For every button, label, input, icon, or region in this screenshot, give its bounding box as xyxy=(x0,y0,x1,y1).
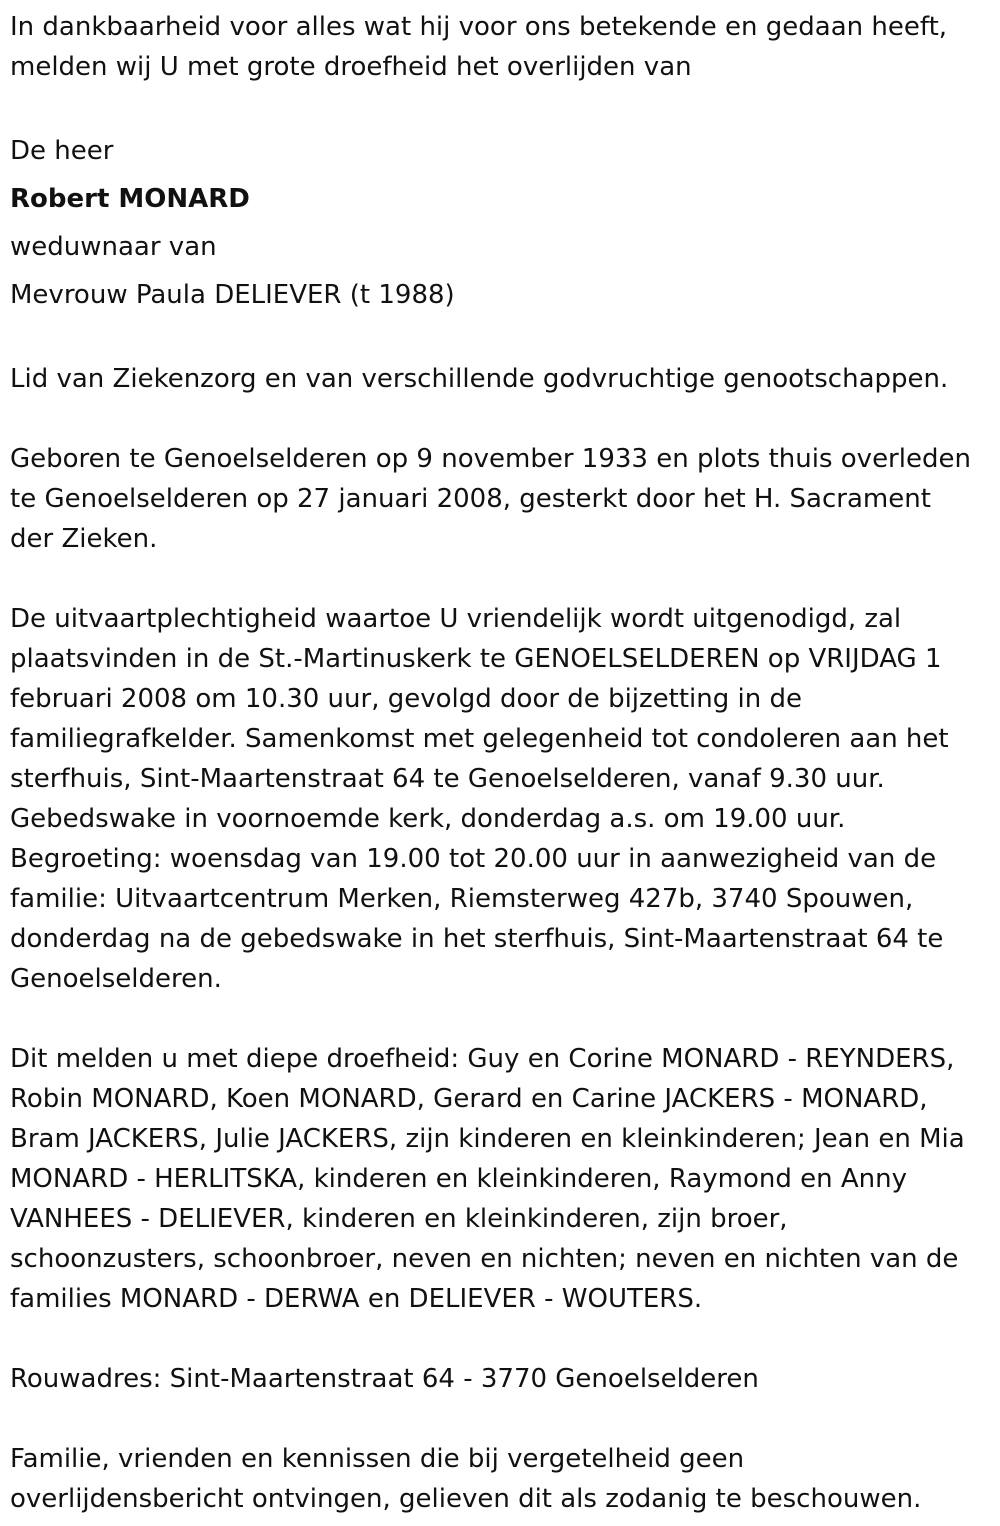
spouse-text: Mevrouw Paula DELIEVER (t 1988) xyxy=(10,280,455,310)
spacer xyxy=(10,1319,990,1359)
spacer xyxy=(10,399,990,439)
address-text: Rouwadres: Sint-Maartenstraat 64 - 3770 Genoelselderen xyxy=(10,1364,759,1394)
spacer xyxy=(10,999,990,1039)
spacer xyxy=(10,87,990,127)
membership-text: Lid van Ziekenzorg en van verschillende godvruchtige genootschappen. xyxy=(10,364,949,394)
funeral-text: De uitvaartplechtigheid waartoe U vriendelijk wordt uitgenodigd, zal plaatsvinden in de St.-Martinuskerk te GENOELSELDEREN op VRIJDAG 1 februari 2008 om 10.30 uur, gevolgd door de bijzetting in de familiegrafkelder. Samenkomst met gelegenheid tot condoleren aan het sterfhuis, Sint-Maartenstraat 64 te Genoelselderen, vanaf 9.30 uur. Gebedswake in voornoemde kerk, donderdag a.s. om 19.00 uur. Begroeting: woensdag van 19.00 tot 20.00 uur in aanwezigheid van de familie: Uitvaartcentrum Merken, Riemsterweg 427b, 3740 Spouwen, donderdag na de gebedswake in het sterfhuis, Sint-Maartenstraat 64 te Genoelselderen. xyxy=(10,604,949,994)
spacer xyxy=(10,319,990,359)
deceased-name: Robert MONARD xyxy=(10,184,250,214)
family-text: Dit melden u met diepe droefheid: Guy en Corine MONARD - REYNDERS, Robin MONARD, Koen MONARD, Gerard en Carine JACKERS - MONARD, Bram JACKERS, Julie JACKERS, zijn kinderen en kleinkinderen; Jean en Mia MONARD - HERLITSKA, kinderen en kleinkinderen, Raymond en Anny VANHEES - DELIEVER, kinderen en kleinkinderen, zijn broer, schoonzusters, schoonbroer, neven en nichten; neven en nichten van de families MONARD - DERWA en DELIEVER - WOUTERS. xyxy=(10,1044,965,1314)
title-text: De heer xyxy=(10,136,114,166)
closing-text: Familie, vrienden en kennissen die bij vergetelheid geen overlijdensbericht ontvingen, gelieven dit als zodanig te beschouwen. xyxy=(10,1444,922,1514)
deceased-block xyxy=(10,127,990,319)
spacer xyxy=(10,559,990,599)
spacer xyxy=(10,1399,990,1439)
obituary-notice xyxy=(10,7,990,1519)
intro-text: In dankbaarheid voor alles wat hij voor ons betekende en gedaan heeft, melden wij U met grote droefheid het overlijden van xyxy=(10,12,948,82)
relation-text: weduwnaar van xyxy=(10,232,217,262)
birth-death-text: Geboren te Genoelselderen op 9 november 1933 en plots thuis overleden te Genoelselderen op 27 januari 2008, gesterkt door het H. Sacrament der Zieken. xyxy=(10,444,971,554)
